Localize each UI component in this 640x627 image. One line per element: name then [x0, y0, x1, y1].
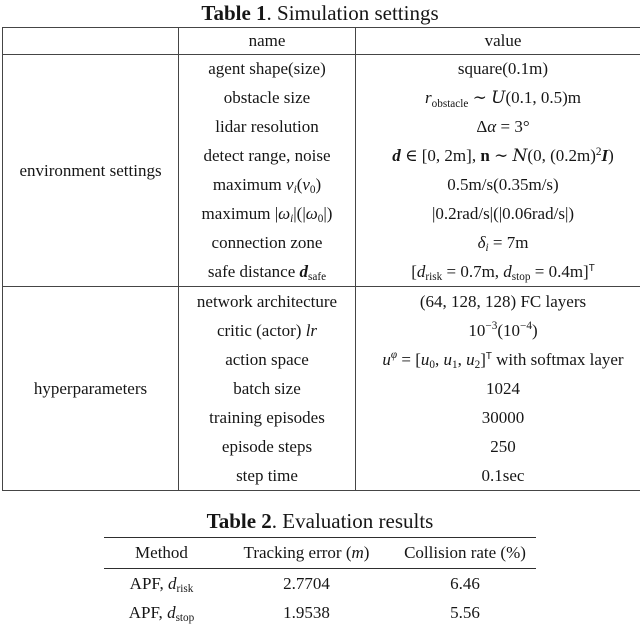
t2-header-method: Method [104, 538, 219, 569]
table-header-row [3, 28, 640, 55]
table2-caption-number: Table 2 [207, 509, 272, 533]
setting-name-cell: connection zone [179, 228, 356, 257]
simulation-settings-table [2, 27, 640, 491]
t2-header-tracking-error: Tracking error (m) [219, 538, 394, 569]
table1-caption-text: . Simulation settings [267, 1, 439, 25]
setting-value-cell: d ∈ [0, 2m], n ∼ N(0, $(0.2m)^2I$) [356, 142, 640, 171]
t2-header-collision-rate: Collision rate (%) [394, 538, 536, 569]
method-cell: APF, $d_{stop}$ [104, 598, 219, 627]
setting-value-cell: 1024 [356, 374, 640, 403]
table2-caption [0, 509, 640, 534]
setting-name-cell: safe distance $d_{safe}$ [179, 257, 356, 286]
setting-value-cell: 0.5m/s(0.35m/s) [356, 171, 640, 200]
setting-name-cell: action space [179, 345, 356, 374]
row-group-label-environment: environment settings [3, 55, 179, 287]
setting-name-cell: obstacle size [179, 84, 356, 113]
setting-value-cell: 0.1sec [356, 461, 640, 491]
table1-caption [0, 1, 640, 26]
setting-value-cell: $r_{obstacle}$ ∼ U(0.1, 0.5)m [356, 84, 640, 113]
setting-value-cell: square(0.1m) [356, 55, 640, 84]
tracking-error-cell: 1.9538 [219, 598, 394, 627]
table-row [3, 55, 640, 84]
table-row [3, 287, 640, 317]
setting-value-cell: 250 [356, 432, 640, 461]
setting-name-cell: step time [179, 461, 356, 491]
setting-value-cell: [$d_{risk} = 0.7m$, $d_{stop} = 0.4m]^T$ [356, 257, 640, 286]
collision-rate-cell: 5.56 [394, 598, 536, 627]
collision-rate-cell: 6.46 [394, 569, 536, 599]
t1-header-value: value [356, 28, 640, 55]
table-row [104, 598, 536, 627]
method-cell: APF, $d_{risk}$ [104, 569, 219, 599]
table-header-row [104, 538, 536, 569]
setting-value-cell: $u^\varphi = [u_0$, $u_1$, $u_2]^T$ with softmax layer [356, 345, 640, 374]
setting-name-cell: lidar resolution [179, 113, 356, 142]
table-row [104, 569, 536, 599]
setting-name-cell: network architecture [179, 287, 356, 317]
table2-caption-text: . Evaluation results [272, 509, 434, 533]
setting-name-cell: critic (actor) lr [179, 316, 356, 345]
setting-value-cell: $10^{-3}(10^{-4})$ [356, 316, 640, 345]
setting-value-cell: (64, 128, 128) FC layers [356, 287, 640, 317]
setting-value-cell: $\delta_i = 7m$ [356, 228, 640, 257]
t1-header-name: name [179, 28, 356, 55]
setting-value-cell: |0.2rad/s|(|0.06rad/s|) [356, 199, 640, 228]
setting-name-cell: episode steps [179, 432, 356, 461]
table1-caption-number: Table 1 [201, 1, 266, 25]
setting-name-cell: batch size [179, 374, 356, 403]
evaluation-results-table [104, 537, 536, 627]
setting-name-cell: maximum $|\omega_i|(|\omega_0|)$ [179, 199, 356, 228]
t1-header-group [3, 28, 179, 55]
setting-name-cell: maximum $v_i(v_0)$ [179, 171, 356, 200]
setting-value-cell: 30000 [356, 403, 640, 432]
setting-name-cell: detect range, noise [179, 142, 356, 171]
row-group-label-hyperparameters: hyperparameters [3, 287, 179, 491]
tracking-error-cell: 2.7704 [219, 569, 394, 599]
setting-name-cell: training episodes [179, 403, 356, 432]
setting-value-cell: Δα = 3° [356, 113, 640, 142]
setting-name-cell: agent shape(size) [179, 55, 356, 84]
